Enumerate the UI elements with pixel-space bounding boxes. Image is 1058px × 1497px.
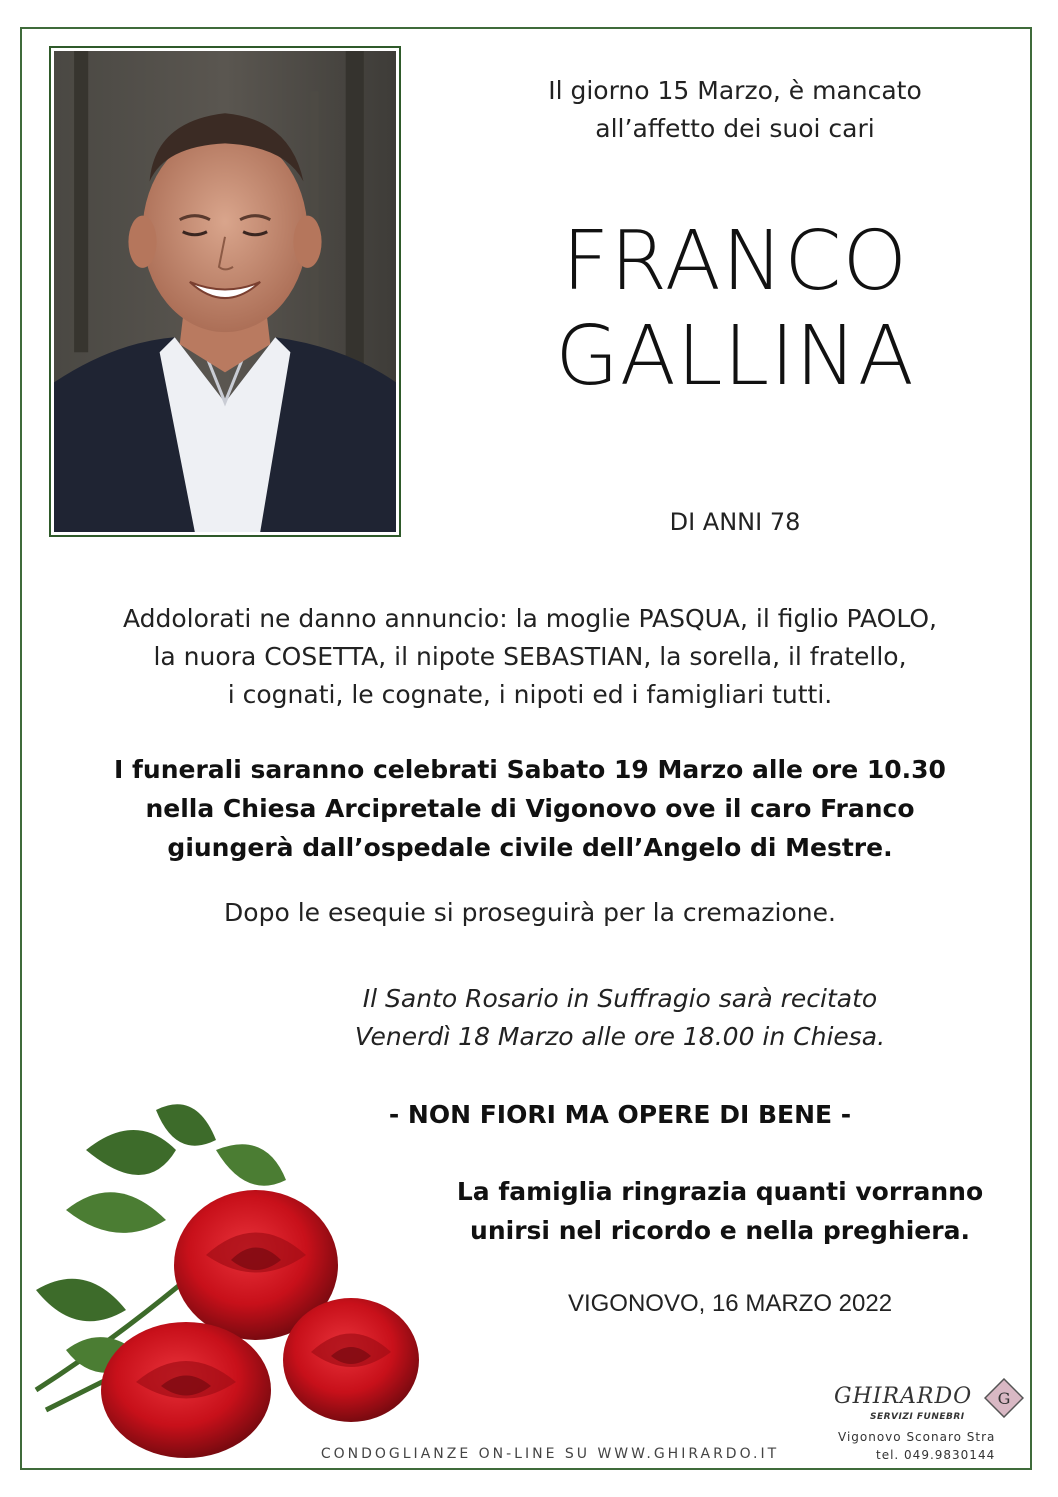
thanks-line: La famiglia ringrazia quanti vorranno [456,1177,984,1206]
rosary-note [300,980,940,1056]
thanks-line: unirsi nel ricordo e nella preghiera. [470,1216,970,1245]
funeral-line: giungerà dall’ospedale civile dell’Angelo di Mestre. [167,833,893,862]
intro-line-1: Il giorno 15 Marzo, è mancato [548,76,922,105]
announcement-line: i cognati, le cognate, i nipoti ed i famigliari tutti. [227,680,833,709]
logo-locations: Vigonovo Sconaro Stra [838,1430,996,1444]
red-roses-image [26,1090,426,1460]
funeral-line: I funerali saranno celebrati Sabato 19 Marzo alle ore 10.30 [114,755,946,784]
funeral-paragraph [60,750,1000,867]
condolences-footer: CONDOGLIANZE ON-LINE SU WWW.GHIRARDO.IT [320,1446,780,1462]
logo-mark-letter: G [997,1389,1011,1408]
portrait-photo [54,51,396,532]
rosary-line: Venerdì 18 Marzo alle ore 18.00 in Chiesa. [354,1022,886,1051]
first-name: FRANCO [561,214,909,309]
logo-phone: tel. 049.9830144 [876,1448,996,1462]
announcement-line: Addolorati ne danno annuncio: la moglie PASQUA, il figlio PAOLO, [122,604,937,633]
age-label: DI ANNI 78 [669,508,801,536]
deceased-name [470,214,1000,404]
funeral-home-logo [834,1378,1034,1468]
last-name: GALLINA [555,309,915,404]
diamond-logo-icon [984,1378,1024,1418]
no-flowers-note: - NON FIORI MA OPERE DI BENE - [388,1100,852,1129]
portrait-frame [49,46,401,537]
thanks-note [420,1172,1020,1250]
rosary-line: Il Santo Rosario in Suffragio sarà recitato [362,984,878,1013]
logo-name: GHIRARDO [834,1384,973,1409]
announcement-paragraph [60,600,1000,714]
intro-text [480,72,990,148]
logo-subtitle: SERVIZI FUNEBRI [870,1412,965,1422]
intro-line-2: all’affetto dei suoi cari [595,114,875,143]
funeral-line: nella Chiesa Arcipretale di Vigonovo ove il caro Franco [145,794,915,823]
announcement-line: la nuora COSETTA, il nipote SEBASTIAN, la sorella, il fratello, [153,642,907,671]
place-date: VIGONOVO, 16 MARZO 2022 [567,1290,893,1317]
cremation-note: Dopo le esequie si proseguirà per la cremazione. [224,898,836,927]
